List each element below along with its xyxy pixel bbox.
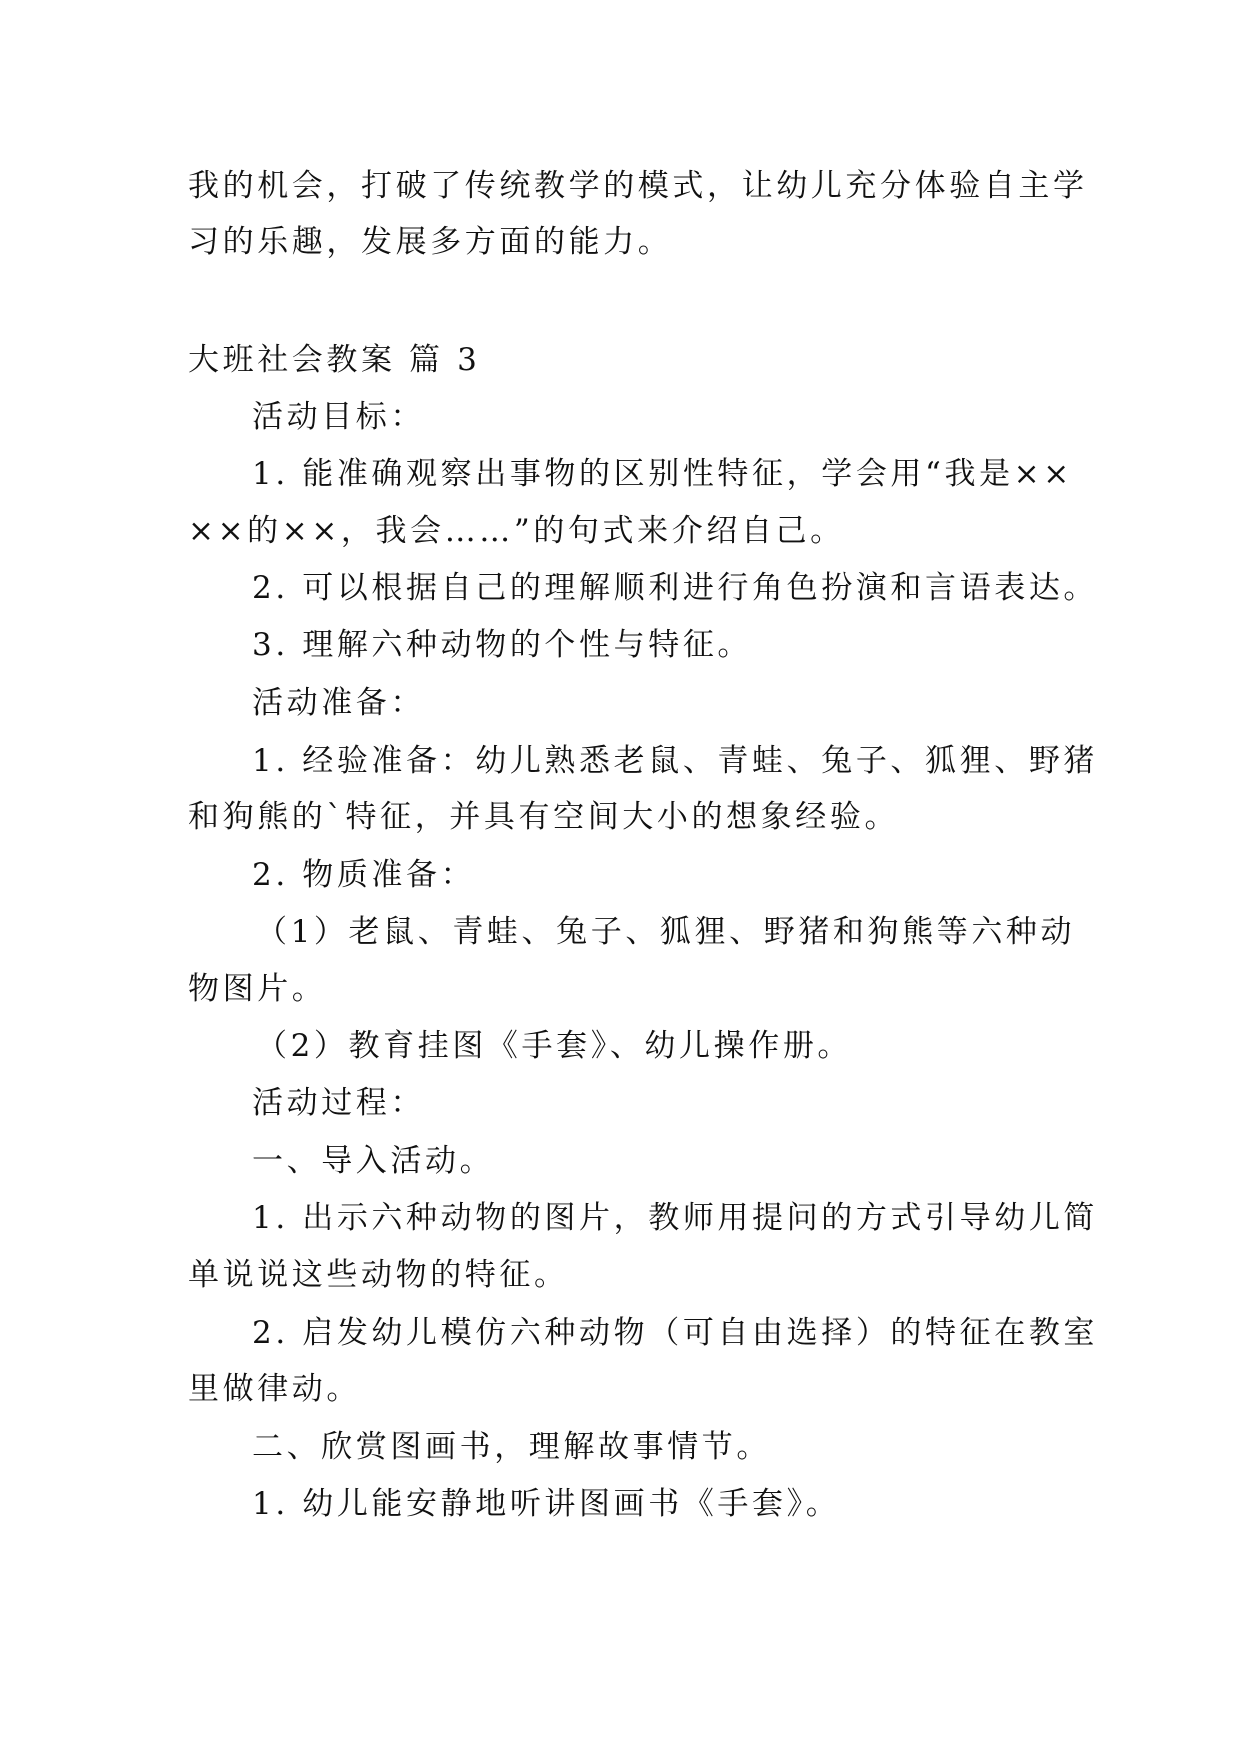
text-line: 2. 物质准备： xyxy=(252,857,476,893)
heading-activity-process: 活动过程： xyxy=(252,1085,425,1121)
text-line: 1. 幼儿能安静地听讲图画书《手套》。 xyxy=(252,1486,841,1522)
heading-activity-prep: 活动准备： xyxy=(252,685,425,721)
text-line: 里做律动。 xyxy=(188,1371,361,1407)
text-line: 单说说这些动物的特征。 xyxy=(188,1257,569,1293)
text-line: 1. 经验准备：幼儿熟悉老鼠、青蛙、兔子、狐狸、野猪 xyxy=(252,743,1099,779)
text-line: ××的××，我会……”的句式来介绍自己。 xyxy=(188,513,845,549)
text-line: 和狗熊的`特征，并具有空间大小的想象经验。 xyxy=(188,799,900,835)
text-line: 习的乐趣，发展多方面的能力。 xyxy=(188,224,673,260)
text-line: 物图片。 xyxy=(188,971,327,1007)
text-line: 2. 可以根据自己的理解顺利进行角色扮演和言语表达。 xyxy=(252,570,1099,606)
text-line: （1）老鼠、青蛙、兔子、狐狸、野猪和狗熊等六种动 xyxy=(256,914,1076,950)
section-title: 大班社会教案 篇 3 xyxy=(188,342,481,378)
text-line: 二、欣赏图画书，理解故事情节。 xyxy=(252,1429,771,1465)
text-line: 我的机会，打破了传统教学的模式，让幼儿充分体验自主学 xyxy=(188,168,1088,204)
text-line: 1. 出示六种动物的图片，教师用提问的方式引导幼儿简 xyxy=(252,1200,1099,1236)
text-line: 1. 能准确观察出事物的区别性特征，学会用“我是×× xyxy=(252,456,1073,492)
heading-activity-goals: 活动目标： xyxy=(252,399,425,435)
text-line: 一、导入活动。 xyxy=(252,1143,495,1179)
text-line: （2）教育挂图《手套》、幼儿操作册。 xyxy=(256,1028,853,1064)
text-line: 3. 理解六种动物的个性与特征。 xyxy=(252,627,753,663)
text-line: 2. 启发幼儿模仿六种动物（可自由选择）的特征在教室 xyxy=(252,1315,1099,1351)
